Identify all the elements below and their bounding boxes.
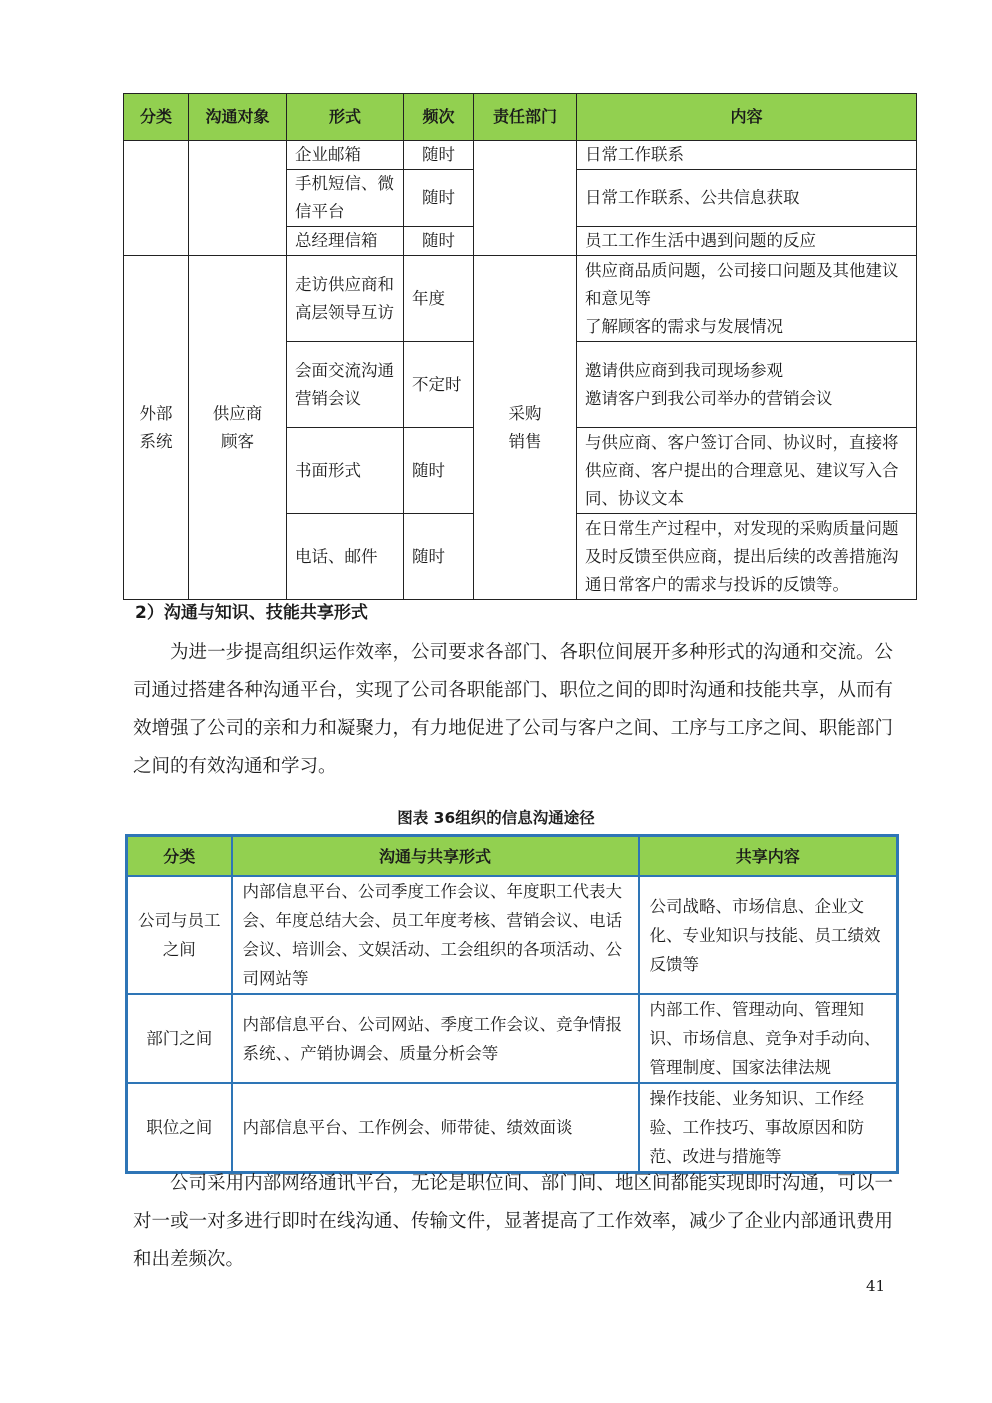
table-row	[124, 141, 917, 170]
form-cell: 企业邮箱	[287, 141, 404, 170]
frequency-cell: 随时	[404, 170, 474, 227]
category-cell: 外部系统	[124, 256, 189, 600]
content-cell: 邀请供应商到我司现场参观 邀请客户到我公司举办的营销会议	[577, 342, 917, 428]
frequency-cell: 随时	[404, 227, 474, 256]
department-cell	[474, 141, 577, 256]
frequency-cell: 随时	[404, 141, 474, 170]
table-row	[127, 994, 898, 1083]
form-cell: 总经理信箱	[287, 227, 404, 256]
table-header-row	[124, 94, 917, 141]
frequency-cell: 随时	[404, 514, 474, 600]
form-cell: 书面形式	[287, 428, 404, 514]
table-caption: 图表 36组织的信息沟通途径	[397, 809, 595, 827]
communication-table	[123, 93, 917, 600]
category-cell: 职位之间	[127, 1083, 232, 1173]
header-forms: 沟通与共享形式	[232, 836, 639, 877]
sharing-table	[125, 834, 899, 1174]
header-department: 责任部门	[474, 94, 577, 141]
header-content: 内容	[577, 94, 917, 141]
forms-cell: 内部信息平台、公司网站、季度工作会议、竞争情报系统、、产销协调会、质量分析会等	[232, 994, 639, 1083]
content-cell: 公司战略、市场信息、企业文化、专业知识与技能、员工绩效反馈等	[639, 876, 898, 994]
content-cell: 操作技能、业务知识、工作经验、工作技巧、事故原因和防范、改进与措施等	[639, 1083, 898, 1173]
header-content: 共享内容	[639, 836, 898, 877]
table-row	[127, 1083, 898, 1173]
table-row	[127, 876, 898, 994]
section-heading: 2）沟通与知识、技能共享形式	[135, 603, 368, 623]
body-paragraph: 为进一步提高组织运作效率，公司要求各部门、各职位间展开多种形式的沟通和交流。公司通过搭建各种沟通平台，实现了公司各职能部门、职位之间的即时沟通和技能共享，从而有效增强了公司的亲和力和凝聚力，有力地促进了公司与客户之间、工序与工序之间、职能部门之间的有效沟通和学习。	[133, 642, 893, 777]
department-cell: 采购销售	[474, 256, 577, 600]
frequency-cell: 不定时	[404, 342, 474, 428]
header-category: 分类	[124, 94, 189, 141]
form-cell: 会面交流沟通 营销会议	[287, 342, 404, 428]
content-cell: 内部工作、管理动向、管理知识、市场信息、竞争对手动向、管理制度、国家法律法规	[639, 994, 898, 1083]
form-cell: 走访供应商和高层领导互访	[287, 256, 404, 342]
content-cell: 供应商品质问题，公司接口问题及其他建议和意见等 了解顾客的需求与发展情况	[577, 256, 917, 342]
header-category: 分类	[127, 836, 232, 877]
frequency-cell: 随时	[404, 428, 474, 514]
table-header-row	[127, 836, 898, 877]
header-target: 沟通对象	[189, 94, 287, 141]
content-cell: 员工工作生活中遇到问题的反应	[577, 227, 917, 256]
form-cell: 电话、邮件	[287, 514, 404, 600]
target-cell: 供应商顾客	[189, 256, 287, 600]
content-cell: 与供应商、客户签订合同、协议时，直接将供应商、客户提出的合理意见、建议写入合同、协议文本	[577, 428, 917, 514]
frequency-cell: 年度	[404, 256, 474, 342]
table-row	[124, 256, 917, 342]
page-number: 41	[866, 1277, 886, 1295]
forms-cell: 内部信息平台、工作例会、师带徒、绩效面谈	[232, 1083, 639, 1173]
header-frequency: 频次	[404, 94, 474, 141]
category-cell: 部门之间	[127, 994, 232, 1083]
content-cell: 在日常生产过程中，对发现的采购质量问题及时反馈至供应商，提出后续的改善措施沟通日常客户的需求与投诉的反馈等。	[577, 514, 917, 600]
body-paragraph: 公司采用内部网络通讯平台，无论是职位间、部门间、地区间都能实现即时沟通，可以一对一或一对多进行即时在线沟通、传输文件，显著提高了工作效率，减少了企业内部通讯费用和出差频次。	[133, 1173, 893, 1270]
category-cell	[124, 141, 189, 256]
header-form: 形式	[287, 94, 404, 141]
target-cell	[189, 141, 287, 256]
content-cell: 日常工作联系、公共信息获取	[577, 170, 917, 227]
forms-cell: 内部信息平台、公司季度工作会议、年度职工代表大会、年度总结大会、员工年度考核、营销会议、电话会议、培训会、文娱活动、工会组织的各项活动、公司网站等	[232, 876, 639, 994]
content-cell: 日常工作联系	[577, 141, 917, 170]
form-cell: 手机短信、微信平台	[287, 170, 404, 227]
category-cell: 公司与员工之间	[127, 876, 232, 994]
